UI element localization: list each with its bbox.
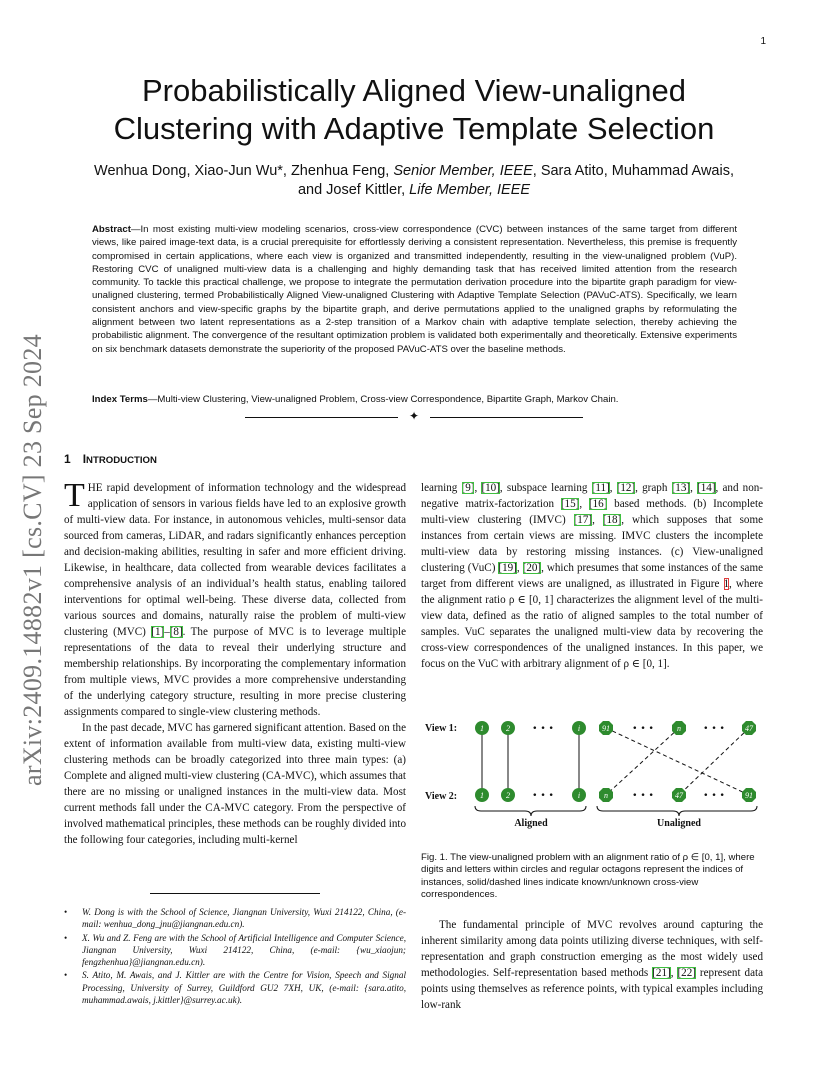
view2-label: View 2: [425,791,458,802]
section-number: 1 [64,452,71,466]
citation-link[interactable]: [15] [560,498,580,510]
citation-sep: , [690,482,698,494]
title-line-2: Clustering with Adaptive Template Selection [113,111,715,146]
ellipsis: • • • [703,791,725,801]
index-terms-text: —Multi-view Clustering, View-unaligned Problem, Cross-view Correspondence, Bipartite Graph, Markov Chain. [147,394,619,405]
authors-line-2 [60,181,768,200]
node-label: n [677,724,681,733]
ellipsis: • • • [532,724,554,734]
abstract-label: Abstract [92,224,131,235]
intro-text: rapid development of information technology and the widespread application of sensors in various fields have led to an explosive growth of multi-view data. For instance, in autonomous vehicles, multi-sensor data sourced from cameras, LiDAR, and radars significantly enhances perception and decision-making abilities, resulting in safer and more efficient driving. Likewise, in healthcare, data collected from wearable devices facilitates a comprehensive analysis of an individual’s health status, enabling tailored interventions for optimal well-being. These diverse data, collected from various sources and domains, naturally raise the problem of multi-view clustering (MVC) [64,482,406,638]
citation-link[interactable]: [17] [573,514,593,526]
node-label: 1 [480,724,484,733]
node-label: i [577,791,581,800]
author-names: , Sara Atito, Muhammad Awais, [532,163,734,179]
bullet-icon: • [64,907,68,917]
footnote-text: S. Atito, M. Awais, and J. Kittler are with the Centre for Vision, Speech and Signal Processing, University of Surrey, Guildford GU2 7XH, UK, (e-mail: {sara.atito, muhammad.awais, j.kittler}@surrey.ac.uk). [82,970,406,1006]
right-column [421,480,763,672]
authors-line-1 [60,162,768,181]
citation-sep: , [474,482,482,494]
arxiv-stamp: arXiv:2409.14882v1 [cs.CV] 23 Sep 2024 [18,334,47,786]
node-label: 2 [506,791,510,800]
node-label: i [577,724,581,733]
aligned-label: Aligned [514,818,548,829]
intro-paragraph-1 [64,477,407,720]
body-text: , where the alignment ratio ρ ∈ [0, 1] characterizes the alignment level of the multi-view data, defined as the ratio of aligned samples to the total number of samples. VuC separates the unaligned multi-view data by recovering the cross-view correspondences of the unaligned instances. In this paper, we focus on the VuC with arbitrary alignment of ρ ∈ [0, 1]. [421,578,763,670]
citation-link[interactable]: [22] [677,967,696,979]
body-text: based methods. (b) Incomplete multi-view clustering (IMVC) [421,498,763,526]
drop-cap: T [64,477,85,514]
intro-paragraph-2: In the past decade, MVC has garnered significant attention. Based on the extent of information available from multi-view data, existing multi-view clustering methods can be broadly categorized into three main types: (a) Complete and aligned multi-view clustering (CA-MVC), which assumes that there are no missing or unaligned instances in the multi-view data. Most current methods fall under the CA-MVC category. From the perspective of involved mathematical principles, these methods can be roughly divided into the following four categories, including multi-kernel [64,722,406,846]
bullet-icon: • [64,970,68,981]
citation-sep: , [592,514,603,526]
paper-title [60,72,768,148]
intro-lead: HE [87,482,103,494]
right-paragraph-1 [421,480,763,672]
authors [60,162,768,200]
body-text: learning [421,482,462,494]
right-column-lower [421,917,763,1013]
left-column [64,477,407,848]
abstract [92,223,737,356]
index-terms [92,393,737,406]
citation-link[interactable]: [18] [602,514,622,526]
author-affil-title: Senior Member, IEEE [393,163,533,179]
intro-text: . The purpose of MVC is to leverage multiple representations of the data to reveal their underlying structure and membership relationships. By incorporating the complementary information from multiple views, MVC provides a more comprehensive understanding of the underlying category structure, resulting in more precise clustering assignments compared to single-view clustering methods. [64,626,407,718]
figure-caption: Fig. 1. The view-unaligned problem with an alignment ratio of ρ ∈ [0, 1], where digits and letters within circles and regular octagons represent the indices of instances, solid/dashed lines indicate known/unknown cross-view correspondences. [421,852,755,900]
divider-diamond-icon: ✦ [409,409,420,423]
footnote-text: X. Wu and Z. Feng are with the School of Artificial Intelligence and Computer Science, Jiangnan University, Wuxi 214122, China, (e-mail: {wu_xiaojun; fengzhenhua}@jiangnan.edu.cn). [82,932,406,968]
citation-link[interactable]: [19] [498,562,517,574]
ellipsis: • • • [703,724,725,734]
node-label: 47 [675,791,683,800]
body-text: , which supposes that some instances from certain views are missing. IMVC clusters the incomplete multi-view data by restoring missing instances. (c) View-unaligned clustering (VuC) [421,514,764,574]
ellipsis: • • • [532,791,554,801]
view1-label: View 1: [425,723,458,734]
citation-dash: – [164,626,170,638]
body-text: , subspace learning [499,482,592,494]
citation-link[interactable]: [21] [652,967,671,979]
unknown-link [606,728,749,795]
page-number: 1 [760,36,766,47]
citation-link[interactable]: [16] [588,498,608,510]
citation-sep: , [670,967,678,979]
citation-link[interactable]: [13] [671,482,691,494]
author-names: Wenhua Dong, Xiao-Jun Wu*, Zhenhua Feng, [94,163,394,179]
section-title-initial: I [82,452,87,466]
author-names: and Josef Kittler, [297,182,410,198]
body-text: , and non-negative matrix-factorization [421,482,764,510]
title-line-1: Probabilistically Aligned View-unaligned [142,73,686,108]
body-text: , which presumes that some instances of the same target from different views are unaligned, as illustrated in Figure [421,562,764,590]
figure-1 [421,712,766,837]
aligned-brace [475,806,586,816]
citation-link[interactable]: [14] [697,482,716,494]
citation-link[interactable]: [20] [522,562,542,574]
citation-link[interactable]: [8] [169,626,183,638]
abstract-text: —In most existing multi-view modeling scenarios, cross-view correspondence (CVC) between instances of the same target from different views, like paired image-text data, is a crucial prerequisite for effortlessly deriving a consistent representation. Nevertheless, this premise is frequently compromised in certain applications, where each view is organized and transmitted independently, resulting in the view-unaligned problem (VuP). Restoring CVC of unaligned multi-view data is a challenging and highly demanding task that has received limited attention from the research community. To tackle this practical challenge, we propose to integrate the permutation derivation procedure into the bipartite graph paradigm for view-unaligned clustering, termed Probabilistically Aligned View-unaligned Clustering with Adaptive Template Selection (PAVuC-ATS). Specifically, we learn consistent anchors and view-specific graphs by the bipartite graph, and derive permutations applied to the unaligned graphs by reformulating the alignment between two latent representations as a 2-step transition of a Markov chain with adaptive template selection, thereby achieving the probabilistic alignment. The convergence of the resultant optimization problem is validated both experimentally and theoretically. Extensive experiments on six benchmark datasets demonstrate the superiority of the proposed PAVuC-ATS over the baseline methods. [92,224,737,355]
footnote-text: W. Dong is with the School of Science, Jiangnan University, Wuxi 214122, China, (e-mail: wenhua_dong_jnu@jiangnan.edu.cn). [82,907,406,930]
node-label: 47 [745,724,753,733]
divider-right [430,417,583,418]
citation-link[interactable]: [12] [616,482,636,494]
right-paragraph-2 [421,917,763,1013]
unknown-link [606,728,679,795]
citation-sep: , [609,482,617,494]
divider-left [245,417,398,418]
node-label: 2 [506,724,510,733]
node-label: 91 [745,791,753,800]
footnote [64,906,406,931]
citation-link[interactable]: [9] [461,482,475,494]
footnote [64,932,406,969]
citation-sep: , [516,562,523,574]
ellipsis: • • • [632,724,654,734]
section-heading [64,452,157,466]
unaligned-brace [597,806,757,816]
body-text: , graph [635,482,672,494]
ellipsis: • • • [632,791,654,801]
citation-link[interactable]: [1] [151,626,165,638]
figure-link[interactable]: 1 [723,578,730,590]
footnote-rule [150,893,320,894]
index-terms-label: Index Terms [92,394,148,405]
citation-link[interactable]: [10] [481,482,500,494]
body-text: represent data points using themselves as reference points, with typical examples including low-rank [421,967,763,1011]
bullet-icon: • [64,932,68,943]
body-text: The fundamental principle of MVC revolves around capturing the inherent similarity among data points utilizing diverse techniques, with self-representation and graph construction emerging as the most widely used methodologies. Self-representation based methods [421,919,763,979]
node-label: 1 [480,791,484,800]
node-label: 91 [602,724,610,733]
unknown-link [679,728,749,795]
section-title-rest: NTRODUCTION [86,455,157,466]
author-affil-title: Life Member, IEEE [409,182,531,198]
citation-sep: , [579,498,589,510]
citation-link[interactable]: [11] [591,482,610,494]
footnotes [64,906,406,1007]
unaligned-label: Unaligned [657,818,701,829]
footnote [64,969,406,1006]
node-label: n [604,791,608,800]
